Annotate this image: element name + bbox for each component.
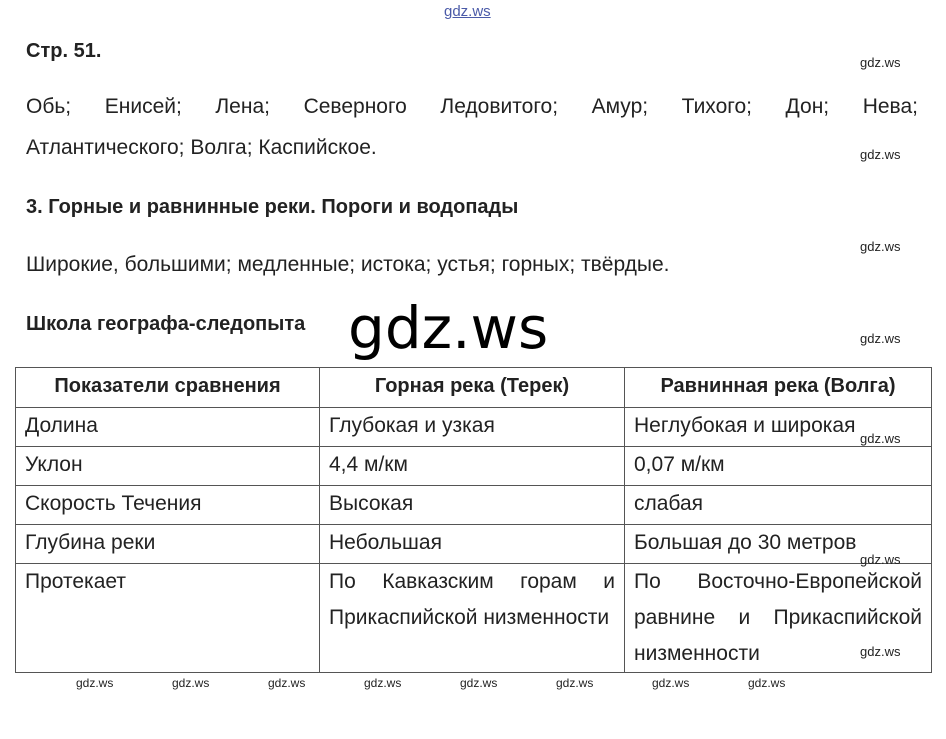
watermark-bottom: gdz.ws: [268, 676, 306, 690]
table-cell: Долина: [16, 408, 320, 447]
watermark-side: gdz.ws: [860, 431, 901, 446]
table-cell: По Восточно-Европейской равнине и Прикаспийской низменности: [625, 564, 932, 673]
watermark-bottom: gdz.ws: [460, 676, 498, 690]
table-row: [16, 447, 932, 486]
page-reference: Стр. 51.: [26, 40, 102, 62]
watermark-bottom: gdz.ws: [748, 676, 786, 690]
watermark-side: gdz.ws: [860, 147, 901, 162]
table-cell: Протекает: [16, 564, 320, 673]
column-header: Горная река (Терек): [320, 368, 625, 408]
column-header: Показатели сравнения: [16, 368, 320, 408]
watermark-bottom: gdz.ws: [652, 676, 690, 690]
table-cell: По Кавказским горам и Прикаспийской низменности: [320, 564, 625, 673]
table-cell: Неглубокая и широкая: [625, 408, 932, 447]
table-row: [16, 525, 932, 564]
table-cell: слабая: [625, 486, 932, 525]
table-row: [16, 408, 932, 447]
table-cell: 4,4 м/км: [320, 447, 625, 486]
table-header-row: [16, 368, 932, 408]
comparison-table: [15, 367, 932, 673]
watermark-bottom: gdz.ws: [172, 676, 210, 690]
answer-line-2: Атлантического; Волга; Каспийское.: [26, 136, 377, 159]
watermark-side: gdz.ws: [860, 644, 901, 659]
table-row: [16, 486, 932, 525]
watermark-bottom: gdz.ws: [76, 676, 114, 690]
watermark-bottom: gdz.ws: [364, 676, 402, 690]
table-cell: Глубокая и узкая: [320, 408, 625, 447]
table-cell: Уклон: [16, 447, 320, 486]
section-3-answer: Широкие, большими; медленные; истока; устья; горных; твёрдые.: [26, 253, 670, 276]
watermark-side: gdz.ws: [860, 552, 901, 567]
table-cell: Высокая: [320, 486, 625, 525]
watermark-side: gdz.ws: [860, 239, 901, 254]
table-cell: Небольшая: [320, 525, 625, 564]
section-3-heading: 3. Горные и равнинные реки. Пороги и водопады: [26, 196, 519, 218]
answer-line-1: Обь; Енисей; Лена; Северного Ледовитого; Амур; Тихого; Дон; Нева;: [26, 95, 918, 118]
table-row: [16, 564, 932, 673]
table-cell: Большая до 30 метров: [625, 525, 932, 564]
school-heading: Школа географа-следопыта: [26, 313, 306, 335]
table-cell: Скорость Течения: [16, 486, 320, 525]
table-cell: Глубина реки: [16, 525, 320, 564]
table-cell: 0,07 м/км: [625, 447, 932, 486]
watermark-bottom: gdz.ws: [556, 676, 594, 690]
column-header: Равнинная река (Волга): [625, 368, 932, 408]
watermark-center: gdz.ws: [348, 294, 549, 362]
watermark-top[interactable]: gdz.ws: [444, 3, 491, 20]
watermark-side: gdz.ws: [860, 331, 901, 346]
watermark-side: gdz.ws: [860, 55, 901, 70]
